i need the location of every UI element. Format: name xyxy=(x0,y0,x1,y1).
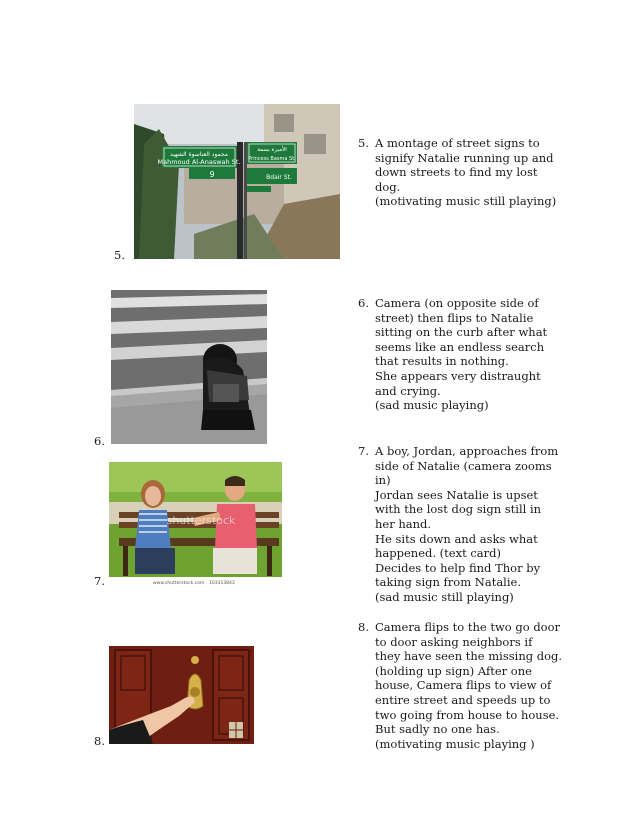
bench-couple-photo xyxy=(109,462,282,586)
door-knocker-photo xyxy=(109,646,254,744)
image-number-7: 7. xyxy=(94,574,105,588)
sign-right-arabic: الأميرة بسمة xyxy=(257,147,287,153)
crying-girl-photo xyxy=(111,290,267,444)
scene-item-line: her hand. xyxy=(375,516,432,531)
scene-item-line: side of Natalie (camera zooms xyxy=(375,458,552,473)
scene-item-line: signify Natalie running up and xyxy=(375,150,554,165)
shutterstock-caption-id: 103313843 xyxy=(209,581,235,586)
scene-item-line: two going from house to house. xyxy=(375,707,560,722)
sign-right-small: Bdair St. xyxy=(266,174,292,181)
scene-item-line: (sad music playing) xyxy=(375,398,489,413)
scene-item-marker: 6. xyxy=(358,296,369,310)
scene-item-marker: 5. xyxy=(358,136,369,150)
scene-item-line: Camera flips to the two go door xyxy=(375,620,561,634)
scene-item-line: (sad music still playing) xyxy=(375,589,514,604)
scene-item-line: they have seen the missing dog. xyxy=(375,649,563,664)
scene-item-marker: 7. xyxy=(358,444,369,458)
scene-item-line: dog. xyxy=(375,179,401,194)
scene-item-line: A boy, Jordan, approaches from xyxy=(375,444,559,458)
scene-item-line: to door asking neighbors if xyxy=(375,634,533,649)
scene-item-line: Camera (on opposite side of xyxy=(375,296,539,310)
shutterstock-watermark: shutterstock xyxy=(166,514,236,527)
scene-item-line: sitting on the curb after what xyxy=(375,325,548,340)
shutterstock-caption-url: www.shutterstock.com xyxy=(153,581,205,586)
scene-item-line: in) xyxy=(375,473,391,488)
scene-item-line: and crying. xyxy=(375,383,441,398)
scene-item-line: house, Camera flips to view of xyxy=(375,678,552,693)
scene-item-line: (motivating music still playing) xyxy=(375,194,557,209)
image-number-5: 5. xyxy=(114,248,125,262)
scene-item-line: (motivating music playing ) xyxy=(375,736,535,751)
scene-item-line: entire street and speeds up to xyxy=(375,692,551,707)
scene-item-marker: 8. xyxy=(358,620,369,634)
scene-item-line: He sits down and asks what xyxy=(375,531,538,546)
scene-item-line: She appears very distraught xyxy=(375,368,541,383)
street-sign-photo xyxy=(134,104,340,259)
scene-item-line: (holding up sign) After one xyxy=(375,663,532,678)
scene-item-line: taking sign from Natalie. xyxy=(375,575,522,590)
scene-item-line: But sadly no one has. xyxy=(375,722,500,737)
scene-item-line: A montage of street signs to xyxy=(375,136,540,150)
scene-item-line: down streets to find my lost xyxy=(375,165,538,180)
scene-item-line: Jordan sees Natalie is upset xyxy=(375,487,538,502)
sign-left-arabic: محمود العناسوة الشهيد xyxy=(169,151,229,158)
scene-item-line: street) then flips to Natalie xyxy=(375,310,534,325)
sign-left-main: Mahmoud Al-Anaswah St. xyxy=(157,158,241,166)
sign-left-number: 9 xyxy=(209,170,215,179)
image-number-8: 8. xyxy=(94,734,105,748)
scene-item-line: happened. (text card) xyxy=(375,546,501,561)
scene-item-6 xyxy=(358,296,558,413)
sign-right-main: Princess Basma St. xyxy=(248,156,296,162)
scene-item-line: Decides to help find Thor by xyxy=(375,560,541,575)
scene-item-line: with the lost dog sign still in xyxy=(375,502,542,517)
scene-item-5 xyxy=(358,136,558,209)
scene-item-7 xyxy=(358,444,558,605)
scene-item-8 xyxy=(358,620,563,751)
scene-item-line: seems like an endless search xyxy=(375,339,545,354)
scene-item-line: that results in nothing. xyxy=(375,354,509,369)
image-number-6: 6. xyxy=(94,434,105,448)
